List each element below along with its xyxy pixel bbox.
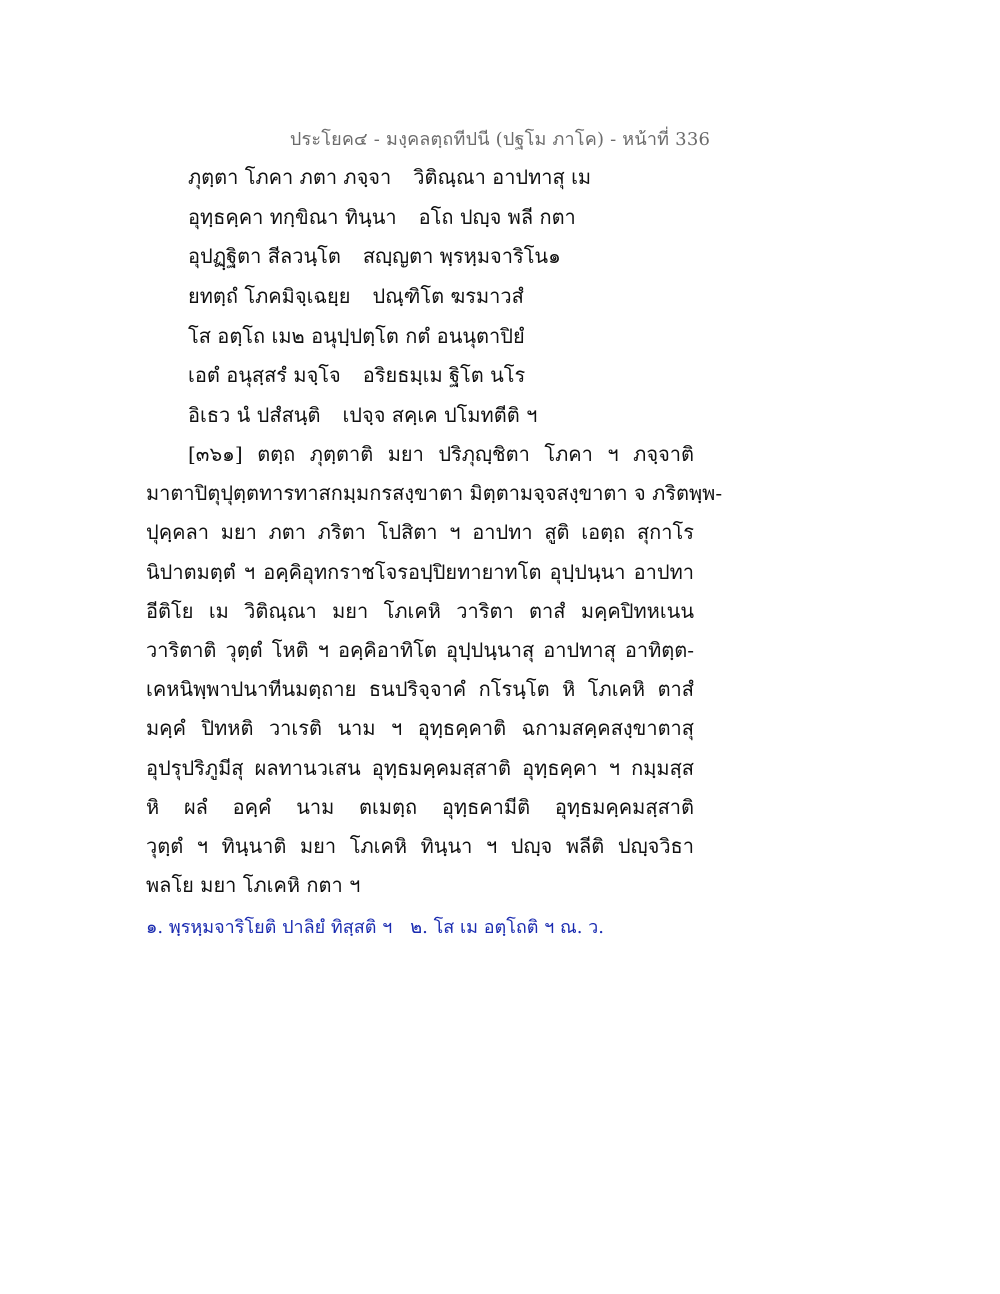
verse-half-b: อโถ ปญฺจ พลี กตา: [418, 204, 576, 229]
verse-half-b: สญฺญตา พฺรหฺมจาริโน๑: [362, 244, 561, 269]
commentary-line: หิ ผลํ อคฺคํ นาม ตเมตฺถ อุทฺธคามีติ อุทฺธมคฺคมสฺสาติ: [146, 794, 694, 819]
verse-half-a: อุปฏฺฐิตา สีลวนฺโต: [188, 244, 341, 269]
commentary-line: อีติโย เม วิติณฺณา มยา โภเคหิ วาริตา ตาสํ มคฺคปิทหเนน: [146, 598, 694, 623]
verse-half-b: เปจฺจ สคฺเค ปโมทตีติ ฯ: [342, 403, 538, 428]
verse-line: [188, 277, 748, 317]
verse-half-b: วิติณฺณา อาปทาสุ เม: [413, 165, 592, 189]
verse-line: [188, 158, 748, 198]
commentary-line: มคฺคํ ปิทหติ วาเรติ นาม ฯ อุทฺธคฺคาติ ฉกามสคฺคสงฺขาตาสุ: [146, 716, 694, 741]
footnotes: [146, 912, 604, 941]
commentary-line: ปุคฺคลา มยา ภตา ภริตา โปสิตา ฯ อาปทา สูติ เอตฺถ สุกาโร: [146, 520, 695, 545]
verse-half-b: อริยธมฺเม ฐิโต นโร: [362, 363, 526, 388]
verse-line: [188, 237, 748, 277]
verse-line: [188, 198, 748, 238]
verse-line: [188, 317, 748, 357]
verse-block: [188, 158, 748, 436]
verse-line: [188, 396, 748, 436]
commentary-line: วาริตาติ วุตฺตํ โหติ ฯ อคฺคิอาทิโต อุปฺปนฺนาสุ อาปทาสุ อาทิตฺต-: [146, 637, 694, 662]
commentary-line: นิปาตมตฺตํ ฯ อคฺคิอุทกราชโจรอปฺปิยทายาทโต อุปฺปนฺนา อาปทา: [146, 559, 694, 584]
verse-half-a: เอตํ อนุสฺสรํ มจฺโจ: [188, 363, 341, 388]
commentary-line: [๓๖๑] ตตฺถ ภุตฺตาติ มยา ปริภุญฺชิตา โภคา ฯ ภจฺจาติ: [188, 442, 695, 466]
commentary-paragraph: [146, 435, 723, 905]
commentary-line: มาตาปิตุปุตฺตทารทาสกมฺมกรสงฺขาตา มิตฺตามจฺจสงฺขาตา จ ภริตพฺพ-: [146, 481, 723, 506]
verse-half-a: อุทฺธคฺคา ทกฺขิณา ทินฺนา: [188, 204, 397, 229]
verse-half-a: อิเธว นํ ปสํสนฺติ: [188, 403, 321, 428]
verse-half-a: ภุตฺตา โภคา ภตา ภจฺจา: [188, 165, 392, 189]
verse-half-b: ปณฺฑิโต ฆรมาวสํ: [372, 284, 524, 309]
commentary-line: พลโย มยา โภเคหิ กตา ฯ: [146, 873, 361, 898]
commentary-line: เคหนิพฺพาปนาทีนมตฺถาย ธนปริจฺจาคํ กโรนฺโต หิ โภเคหิ ตาสํ: [146, 677, 694, 702]
running-head: ประโยค๔ - มงฺคลตฺถทีปนี (ปฐโม ภาโค) - หน้าที่ 336: [289, 129, 711, 150]
verse-half-a: ยทตฺถํ โภคมิจฺเฉยฺย: [188, 284, 351, 309]
commentary-line: วุตฺตํ ฯ ทินฺนาติ มยา โภเคหิ ทินฺนา ฯ ปญฺจ พลีติ ปญฺจวิธา: [146, 833, 694, 858]
verse-line: [188, 356, 748, 396]
commentary-line: อุปรุปริภูมีสุ ผลทานวเสน อุทฺธมคฺคมสฺสาติ อุทฺธคฺคา ฯ กมฺมสฺส: [146, 755, 694, 780]
verse-half-a: โส อตฺโถ เม๒ อนุปฺปตฺโต กตํ อนนุตาปิยํ: [188, 323, 525, 348]
footnote-1: ๑. พฺรหฺมจาริโยติ ปาลิยํ ทิสฺสติ ฯ: [146, 917, 393, 938]
footnote-2: ๒. โส เม อตฺโถติ ฯ ณ. ว.: [410, 917, 604, 938]
